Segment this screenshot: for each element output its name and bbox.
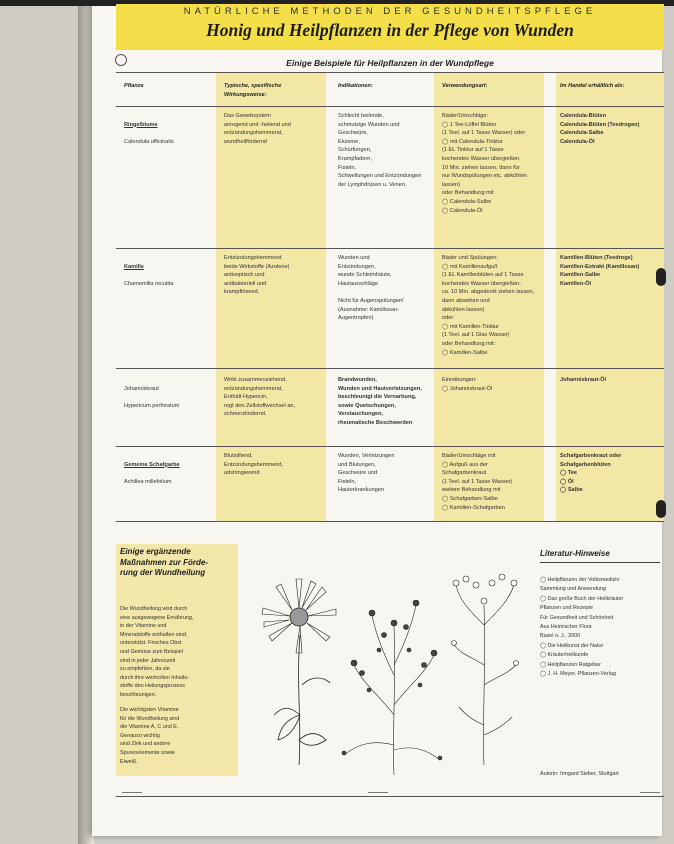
plant-latin: Chamomilla recutita xyxy=(124,280,174,287)
literature-title: Literatur-Hinweise xyxy=(540,549,610,558)
header-usage: Verwendungsart: xyxy=(442,83,488,89)
table-rule xyxy=(116,106,664,107)
effect-cell: Entzündungshemmend beide Wirkstoffe (Azulene) antiseptisch und antibakteriell und krampflösend. xyxy=(224,255,290,296)
footer-mark xyxy=(640,792,660,793)
indications-cell: Wunden und Entzündungen, wunde Schleimhäute, Hautausschläge Nicht für Augenspülungen! (Ausnahme: Kamillosan- Augentropfen) xyxy=(338,255,404,322)
header-kicker: NATÜRLICHE METHODEN DER GESUNDHEITSPFLEGE xyxy=(183,6,597,17)
table-row xyxy=(124,376,212,410)
footer-mark xyxy=(122,792,142,793)
effect-cell: Das Gewebsystem anregend und -heilend und entzündungshemmend, wundheilfördernd xyxy=(224,113,291,145)
binder-hole xyxy=(656,268,666,286)
header-available: Im Handel erhältlich als: xyxy=(560,83,625,89)
table-rule xyxy=(116,446,664,447)
effect-cell: Wirkt zusammenziehend, entzündungshemmend, Enthält Hypericin, regt den Zellstoffwechsel an, schmerzlindernd. xyxy=(224,377,296,418)
plant-name: Johanniskraut xyxy=(124,385,159,392)
plant-latin: Achillea millefolium xyxy=(124,478,172,485)
yarrow-plant-icon xyxy=(452,574,519,765)
footer-rule xyxy=(116,796,664,797)
sidebar-title: Einige ergänzende Maßnahmen zur Förde- rung der Wundheilung xyxy=(120,547,209,577)
usage-cell: Einreibungen: ◯ Johanniskraut-Öl xyxy=(442,377,493,392)
table-rule xyxy=(116,248,664,249)
table-rule xyxy=(116,368,664,369)
available-cell: Kamillen-Blüten (Teedroge) Kamillen-Extrakt (Kamillosan) Kamillen-Salbe Kamillen-Öl xyxy=(560,255,640,287)
table-row xyxy=(124,254,212,288)
literature-rule xyxy=(540,562,660,563)
herb-table xyxy=(116,72,664,522)
plant-latin: Calendula officinalis xyxy=(124,138,174,145)
header-plant: Pflanze xyxy=(124,83,144,89)
herb-bush-icon xyxy=(342,600,442,775)
table-row xyxy=(124,112,212,146)
available-cell: Johanniskraut-Öl xyxy=(560,377,607,383)
indications-cell: Wunden, Verletzungen und Blutungen, Geschwüre und Fisteln, Hauterkrankungen xyxy=(338,453,395,494)
indications-cell: Schlecht heilende, schmutzige Wunden und Geschwüre, Ekzeme, Schürfungen, Krampfadern, Fisteln, Schwellungen und Entzündungen der Lymphdrüsen u. Venen. xyxy=(338,113,422,188)
plant-latin: Hypericum perforatum xyxy=(124,402,180,409)
footer-mark xyxy=(368,792,388,793)
available-cell: Schafgarbenkraut oder Schafgarbenblüten ◯ Tee ◯ Öl ◯ Salbe xyxy=(560,453,622,494)
chamomile-flower-icon xyxy=(262,579,336,765)
plant-name: Ringelblume xyxy=(124,121,158,128)
plant-name: Gemeine Schafgarbe xyxy=(124,461,180,468)
sidebar-text: Die wichtigsten Vitamine für die Wundheilung sind die Vitamine A, C und E. Genauso wichtig sind Zink und andere Spurenelemente sowie Eiweiß. xyxy=(120,707,180,765)
literature-list: ◯ Heilpflanzen der Volksmedizin Sammlung und Anwendung ◯ Das große Buch der Heilkräuter Pflanzen und Rezepte Für Gesundheit und Schönheit Aus Heimischer Flora Basel o. J., 2000 ◯ Die Heilkunst der Natur ◯ Kräuterheilkunde ◯ Heilpflanzen Ratgeber ◯ J. H. Meyer, Pflanzen-Verlag xyxy=(540,577,624,678)
effect-cell: Blutstillend, Entzündungshemmend, adstringierend xyxy=(224,453,284,477)
plant-illustrations xyxy=(244,565,534,780)
header-indications: Indikationen: xyxy=(338,83,373,89)
available-cell: Calendula-Blüten Calendula-Blüten (Teedrogen) Calendula-Salbe Calendula-Öl xyxy=(560,113,640,145)
usage-cell: Bäder/Umschläge: ◯ 1 Tee-Löffel Blüten (1 Teel. auf 1 Tasse Wasser) oder ◯ mit Calendula-Tinktur (1 EL Tinktur auf 1 Tasse kochendes Wasser übergießen, 10 Min. ziehen lassen, dann für nur Wundspülungen etc. abkühlen lassen) oder Behandlung mit ◯ Calendula-Salbe ◯ Calendula-Öl xyxy=(442,113,527,214)
table-rule xyxy=(116,521,664,522)
sidebar-text: Die Wundheilung wird durch eine ausgewogene Ernährung, in der Vitamine und Mineralstoffe enthalten sind, unterstützt. Frisches Obst und Gemüse zum Beispiel sind in jeder Jahreszeit zu empfehlen, da sie durch ihre wertvollen Inhalts- stoffe den Heilungsprozess beschleunigen. xyxy=(120,606,194,698)
page-title: Honig und Heilpflanzen in der Pflege von Wunden xyxy=(206,20,574,40)
usage-cell: Bäder und Spülungen: ◯ mit Kamillenaufguß (1 EL Kamillenblüten auf 1 Tasse kochendes Wasser übergießen, ca. 10 Min. abgedeckt ziehen lassen, dann abseihen und abkühlen lassen) oder ◯ mit Kamillen-Tinktur (1 Teel. auf 1 Glas Wasser) oder Behandlung mit: ◯ Kamillen-Salbe xyxy=(442,255,535,356)
header-effect: Typische, spezifische Wirkungsweise: xyxy=(224,83,282,98)
indications-cell: Brandwunden, Wunden und Hautverletzungen, beschleunigt die Vernarbung, sowie Quetschungen, Verstauchungen, rheumatische Beschwerden xyxy=(338,377,422,426)
plant-name: Kamille xyxy=(124,263,144,270)
binder-hole xyxy=(656,500,666,518)
usage-cell: Bäder/Umschläge mit ◯ Aufguß aus der Schafgarbenkraut (1 Teel. auf 1 Tasse Wasser) weitere Behandlung mit ◯ Schafgarben-Salbe ◯ Kamillen-Schafgarben xyxy=(442,453,513,511)
author-credit: Autorin: Irmgard Sieber, Stuttgart xyxy=(540,771,619,777)
table-rule xyxy=(116,72,664,73)
table-title: Einige Beispiele für Heilpflanzen in der Wundpflege xyxy=(286,58,494,68)
table-row xyxy=(124,452,212,486)
